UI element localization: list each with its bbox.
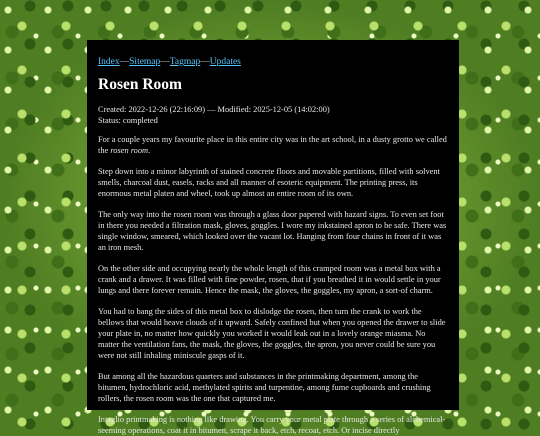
- paragraph-1: [98, 134, 448, 156]
- paragraph-7: Intaglio printmaking is nothing like drawing. You carry your metal plate through a series of alchemical-seeming operations, coat it in bitumen, scrape it back, etch, recoat, etch. Or incise directly: [98, 415, 446, 435]
- paragraph-5: You had to bang the sides of this metal box to dislodge the rosen, then turn the crank to work the bellows that would heave clouds of it upward. Safely confined but when you opened the drawer to slide your plate in, no matter how quickly you worked it would leak out in a lovely orange miasma. No matter the ventilation fans, the mask, the gloves, the goggles, the apron, you never could be sure you were not still inhaling miniscule gasps of it.: [98, 307, 446, 360]
- nav-separator: —: [119, 57, 130, 67]
- status-label: Status: completed: [98, 116, 158, 125]
- nav-separator: —: [160, 57, 170, 67]
- created-modified-dates: Created: 2022-12-26 (22:16:09) — Modified: 2025-12-05 (14:02:00): [98, 105, 330, 114]
- nav-link-tagmap[interactable]: Tagmap: [169, 57, 201, 67]
- paragraph-6: But among all the hazardous quarters and substances in the printmaking department, among the bitumen, hydrochloric acid, methylated spirits and turpentine, among fume cupboards and crushing rollers, the rosen room was the one that captured me.: [98, 372, 431, 403]
- top-nav: [98, 56, 448, 68]
- nav-link-sitemap[interactable]: Sitemap: [129, 57, 161, 67]
- paragraph-1-text: For a couple years my favourite place in this entire city was in the art school, in a dusty grotto we called the: [98, 135, 447, 155]
- nav-separator: —: [200, 57, 210, 67]
- page-meta: [98, 104, 448, 126]
- paragraph-3: The only way into the rosen room was through a glass door papered with hazard signs. To even set foot in there you needed a filtration mask, gloves, goggles. I wore my inkstained apron to be safe. There was single window, smeared, which looked over the vacant lot. Hanging from four chains in front of it was an iron mesh.: [98, 210, 447, 252]
- nav-link-index[interactable]: Index: [98, 57, 120, 67]
- paragraph-2: Step down into a minor labyrinth of stained concrete floors and movable partitions, filled with solvent smells, charcoal dust, easels, racks and all manner of esoteric equipment. The printing press, its enormous metal platen and wheel, took up almost an entire room of its own.: [98, 167, 440, 198]
- page-title: Rosen Room: [98, 76, 182, 93]
- nav-link-updates[interactable]: Updates: [209, 57, 241, 67]
- rosen-room-emphasis: rosen room: [110, 146, 149, 155]
- content-panel: [87, 40, 459, 435]
- paragraph-1-end: .: [148, 146, 151, 155]
- paragraph-4: On the other side and occupying nearly the whole length of this cramped room was a metal box with a crank and a drawer. It was filled with fine powder, rosen, that if you breathed it in would settle in your lungs and there forever remain. Hence the mask, the gloves, the goggles, my apron, a sort-of charm.: [98, 264, 441, 295]
